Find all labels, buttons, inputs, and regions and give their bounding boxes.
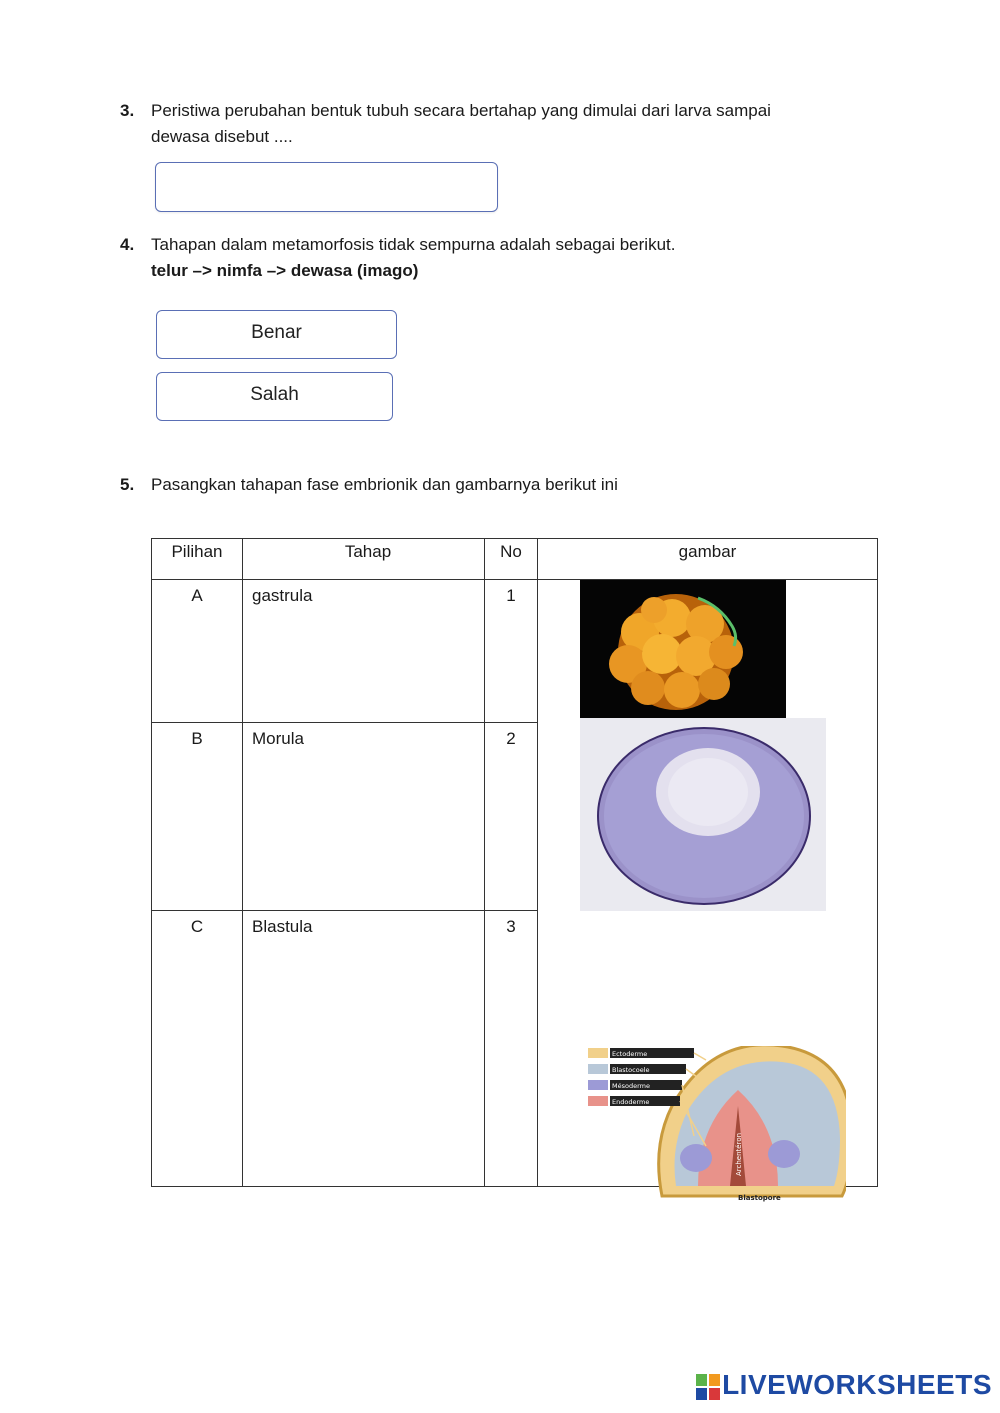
- image-column: [538, 580, 878, 1202]
- option-salah[interactable]: Salah: [156, 372, 393, 421]
- header-pilihan: Pilihan: [152, 539, 243, 580]
- header-no: No: [485, 539, 538, 580]
- pilihan-cell[interactable]: B: [191, 729, 203, 748]
- question-number: 3.: [120, 101, 135, 120]
- question-text-cont: dewasa disebut ....: [151, 127, 293, 146]
- tahap-cell[interactable]: Blastula: [252, 917, 313, 936]
- tahap-cell[interactable]: gastrula: [252, 586, 313, 605]
- label-endoderme: Endoderme: [612, 1098, 650, 1106]
- table-row: [152, 580, 878, 723]
- question-text: Tahapan dalam metamorfosis tidak sempurna adalah sebagai berikut.: [151, 235, 676, 254]
- no-cell: 1: [506, 586, 516, 605]
- question-number: 5.: [120, 475, 135, 494]
- question-3: [120, 98, 880, 150]
- logo-icon: [696, 1374, 720, 1400]
- header-tahap: Tahap: [243, 539, 485, 580]
- blastula-section-illustration: [598, 728, 810, 904]
- option-benar[interactable]: Benar: [156, 310, 397, 359]
- no-cell: 3: [506, 917, 516, 936]
- gastrula-diagram[interactable]: [588, 1046, 846, 1204]
- blastula-image[interactable]: [580, 718, 826, 911]
- tahap-cell[interactable]: Morula: [252, 729, 304, 748]
- label-archenteron: Archentéron: [735, 1132, 743, 1176]
- header-gambar: gambar: [538, 539, 878, 580]
- label-blastocoele: Blastocoele: [612, 1066, 650, 1074]
- label-ectoderme: Ectoderme: [612, 1050, 648, 1058]
- pilihan-cell[interactable]: A: [191, 586, 203, 605]
- morula-image[interactable]: [580, 580, 786, 718]
- question-number: 4.: [120, 235, 135, 254]
- no-cell: 2: [506, 729, 516, 748]
- table-header-row: [152, 539, 878, 580]
- question-4: [120, 232, 880, 284]
- pilihan-cell[interactable]: C: [190, 917, 204, 936]
- metamorphosis-sequence: telur –> nimfa –> dewasa (imago): [151, 261, 419, 280]
- logo-text: LIVEWORKSHEETS: [722, 1369, 992, 1400]
- label-blastopore: Blastopore: [738, 1194, 781, 1202]
- question-text: Peristiwa perubahan bentuk tubuh secara bertahap yang dimulai dari larva sampai: [151, 101, 771, 120]
- liveworksheets-logo[interactable]: [696, 1369, 992, 1401]
- matching-table: [151, 538, 878, 1202]
- answer-input[interactable]: [155, 162, 498, 212]
- question-5: [120, 472, 880, 498]
- label-mesoderme: Mésoderme: [612, 1082, 650, 1090]
- question-text: Pasangkan tahapan fase embrionik dan gambarnya berikut ini: [151, 475, 618, 494]
